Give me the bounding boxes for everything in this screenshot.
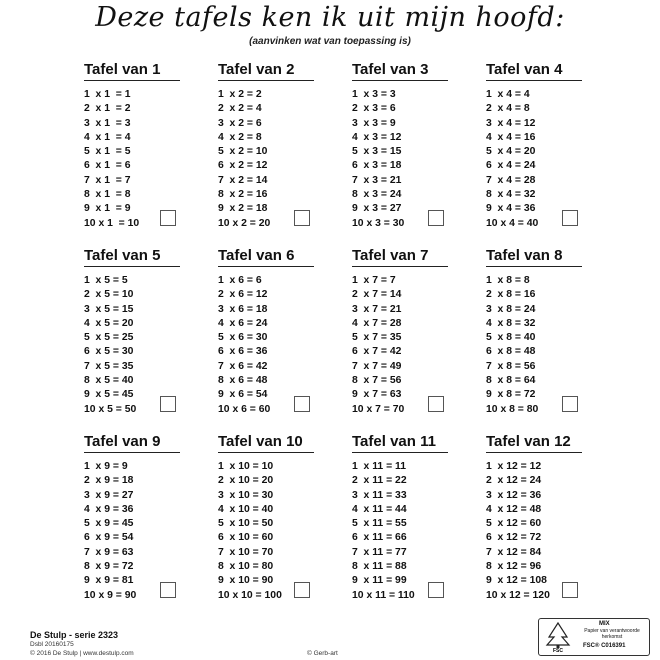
table-row: 5 x 3 = 15 [352,146,402,158]
table-row: 5 x 8 = 40 [486,332,536,344]
table-checkbox[interactable] [428,210,444,226]
table-row: 8 x 7 = 56 [352,375,402,387]
table-checkbox[interactable] [160,210,176,226]
table-row: 7 x 2 = 14 [218,174,268,186]
table-row: 5 x 11 = 55 [352,518,407,530]
table-checkbox[interactable] [562,582,578,598]
table-row: 1 x 12 = 12 [486,461,542,472]
table-row: 8 x 9 = 72 [84,561,134,573]
table-9 [84,432,218,612]
table-row: 9 x 3 = 27 [352,203,402,215]
table-row: 3 x 11 = 33 [352,489,407,501]
fsc-mix: MIX [599,621,610,627]
table-row: 6 x 9 = 54 [84,532,134,544]
table-heading: Tafel van 2 [218,60,314,81]
table-row: 10 x 10 = 100 [218,589,282,601]
table-checkbox[interactable] [294,396,310,412]
table-row: 9 x 1 = 9 [84,203,131,215]
table-rows [352,88,486,231]
table-row: 6 x 10 = 60 [218,532,274,544]
table-row: 7 x 6 = 42 [218,360,268,372]
table-row: 1 x 7 = 7 [352,275,396,286]
table-row: 10 x 3 = 30 [352,217,405,229]
table-row: 3 x 9 = 27 [84,489,134,501]
footer-copyright: © 2016 De Stulp | www.destulp.com [30,650,134,657]
table-row: 4 x 6 = 24 [218,317,268,329]
table-row: 2 x 3 = 6 [352,103,396,115]
table-row: 6 x 1 = 6 [84,160,131,172]
table-row: 4 x 4 = 16 [486,131,536,143]
table-8 [486,246,620,426]
table-row: 5 x 2 = 10 [218,146,268,158]
table-row: 2 x 5 = 10 [84,289,134,301]
table-row: 6 x 2 = 12 [218,160,268,172]
table-row: 7 x 7 = 49 [352,360,402,372]
fsc-badge [538,618,650,656]
table-row: 4 x 5 = 20 [84,317,134,329]
table-row: 9 x 8 = 72 [486,389,536,401]
table-row: 5 x 7 = 35 [352,332,402,344]
table-rows [486,88,620,231]
table-checkbox[interactable] [294,210,310,226]
table-row: 5 x 1 = 5 [84,146,131,158]
table-heading: Tafel van 10 [218,432,314,453]
table-12 [486,432,620,612]
table-row: 3 x 2 = 6 [218,117,262,129]
table-row: 9 x 5 = 45 [84,389,134,401]
table-row: 1 x 8 = 8 [486,275,530,286]
table-row: 10 x 9 = 90 [84,589,137,601]
fsc-tree-icon [543,621,573,653]
table-heading: Tafel van 8 [486,246,582,267]
table-row: 3 x 12 = 36 [486,489,542,501]
table-row: 10 x 6 = 60 [218,403,271,415]
page-subtitle: (aanvinken wat van toepassing is) [249,36,411,47]
table-checkbox[interactable] [562,396,578,412]
table-row: 7 x 12 = 84 [486,546,542,558]
table-row: 10 x 8 = 80 [486,403,539,415]
table-row: 1 x 5 = 5 [84,275,128,286]
table-row: 9 x 10 = 90 [218,575,274,587]
table-heading: Tafel van 7 [352,246,448,267]
table-11 [352,432,486,612]
table-row: 6 x 3 = 18 [352,160,402,172]
table-row: 2 x 6 = 12 [218,289,268,301]
table-row: 7 x 10 = 70 [218,546,274,558]
table-row: 8 x 2 = 16 [218,189,268,201]
table-row: 3 x 1 = 3 [84,117,131,129]
table-row: 10 x 11 = 110 [352,589,415,601]
table-heading: Tafel van 9 [84,432,180,453]
table-1 [84,60,218,240]
table-row: 2 x 9 = 18 [84,475,134,487]
table-row: 5 x 9 = 45 [84,518,134,530]
table-3 [352,60,486,240]
table-checkbox[interactable] [562,210,578,226]
table-row: 8 x 3 = 24 [352,189,402,201]
table-4 [486,60,620,240]
table-row: 6 x 5 = 30 [84,346,134,358]
table-rows [218,88,352,231]
table-row: 4 x 9 = 36 [84,503,134,515]
table-checkbox[interactable] [160,582,176,598]
table-row: 8 x 1 = 8 [84,189,131,201]
table-row: 10 x 5 = 50 [84,403,137,415]
table-row: 10 x 1 = 10 [84,217,140,229]
table-7 [352,246,486,426]
footer-series: De Stulp - serie 2323 [30,630,119,640]
table-row: 5 x 10 = 50 [218,518,274,530]
table-row: 2 x 10 = 20 [218,475,274,487]
table-row: 8 x 5 = 40 [84,375,134,387]
table-row: 8 x 4 = 32 [486,189,536,201]
table-row: 3 x 6 = 18 [218,303,268,315]
fsc-text: Papier van verantwoorde herkomst [584,628,640,640]
table-row: 7 x 1 = 7 [84,174,131,186]
table-heading: Tafel van 4 [486,60,582,81]
table-row: 6 x 8 = 48 [486,346,536,358]
table-row: 6 x 6 = 36 [218,346,268,358]
table-row: 9 x 12 = 108 [486,575,547,587]
table-heading: Tafel van 1 [84,60,180,81]
table-row: 7 x 8 = 56 [486,360,536,372]
table-row: 4 x 8 = 32 [486,317,536,329]
table-checkbox[interactable] [428,396,444,412]
table-rows [486,274,620,417]
table-heading: Tafel van 11 [352,432,448,453]
table-row: 4 x 7 = 28 [352,317,402,329]
table-checkbox[interactable] [294,582,310,598]
table-rows [218,460,352,603]
fsc-logo-label: FSC [553,648,563,653]
table-row: 1 x 6 = 6 [218,275,262,286]
table-2 [218,60,352,240]
table-rows [84,88,218,231]
table-row: 8 x 6 = 48 [218,375,268,387]
table-row: 6 x 12 = 72 [486,532,542,544]
table-row: 10 x 7 = 70 [352,403,405,415]
page-title: Deze tafels ken ik uit mijn hoofd: [95,2,565,33]
table-row: 10 x 4 = 40 [486,217,539,229]
footer-credit: © Gerb-art [307,650,338,657]
table-row: 9 x 7 = 63 [352,389,402,401]
table-row: 3 x 7 = 21 [352,303,402,315]
table-row: 3 x 3 = 9 [352,117,396,129]
table-row: 8 x 12 = 96 [486,561,542,573]
table-checkbox[interactable] [160,396,176,412]
table-row: 3 x 10 = 30 [218,489,274,501]
table-row: 2 x 8 = 16 [486,289,536,301]
table-row: 4 x 12 = 48 [486,503,542,515]
table-row: 1 x 2 = 2 [218,89,262,100]
table-row: 10 x 12 = 120 [486,589,550,601]
table-10 [218,432,352,612]
table-row: 5 x 6 = 30 [218,332,268,344]
table-row: 9 x 2 = 18 [218,203,268,215]
table-row: 1 x 3 = 3 [352,89,396,100]
table-row: 2 x 1 = 2 [84,103,131,115]
table-heading: Tafel van 6 [218,246,314,267]
table-row: 3 x 4 = 12 [486,117,536,129]
table-row: 9 x 9 = 81 [84,575,134,587]
table-rows [352,460,486,603]
table-rows [84,460,218,603]
table-row: 7 x 4 = 28 [486,174,536,186]
table-row: 8 x 8 = 64 [486,375,536,387]
table-row: 3 x 8 = 24 [486,303,536,315]
table-row: 4 x 11 = 44 [352,503,407,515]
table-row: 1 x 1 = 1 [84,89,131,100]
table-row: 1 x 11 = 11 [352,461,407,472]
table-row: 4 x 2 = 8 [218,131,262,143]
table-row: 5 x 12 = 60 [486,518,542,530]
table-row: 9 x 4 = 36 [486,203,536,215]
table-row: 8 x 11 = 88 [352,561,407,573]
table-row: 8 x 10 = 80 [218,561,274,573]
table-heading: Tafel van 5 [84,246,180,267]
table-rows [84,274,218,417]
table-row: 9 x 6 = 54 [218,389,268,401]
table-row: 3 x 5 = 15 [84,303,134,315]
table-row: 7 x 9 = 63 [84,546,134,558]
table-rows [218,274,352,417]
table-rows [352,274,486,417]
table-5 [84,246,218,426]
table-row: 10 x 2 = 20 [218,217,271,229]
table-row: 4 x 10 = 40 [218,503,274,515]
table-row: 4 x 3 = 12 [352,131,402,143]
table-rows [486,460,620,603]
table-row: 7 x 11 = 77 [352,546,407,558]
table-row: 1 x 4 = 4 [486,89,530,100]
table-row: 7 x 3 = 21 [352,174,402,186]
table-heading: Tafel van 12 [486,432,582,453]
table-row: 1 x 9 = 9 [84,461,128,472]
table-row: 6 x 11 = 66 [352,532,407,544]
table-row: 4 x 1 = 4 [84,131,131,143]
table-row: 6 x 7 = 42 [352,346,402,358]
table-row: 2 x 7 = 14 [352,289,402,301]
table-row: 2 x 11 = 22 [352,475,407,487]
table-row: 7 x 5 = 35 [84,360,134,372]
table-heading: Tafel van 3 [352,60,448,81]
table-row: 6 x 4 = 24 [486,160,536,172]
table-row: 2 x 4 = 8 [486,103,530,115]
tables-grid [84,60,660,620]
table-row: 9 x 11 = 99 [352,575,407,587]
table-row: 5 x 4 = 20 [486,146,536,158]
table-checkbox[interactable] [428,582,444,598]
table-row: 1 x 10 = 10 [218,461,274,472]
fsc-code: FSC® C016391 [583,643,626,649]
footer-code: Dsbl 20160175 [30,641,74,648]
table-row: 5 x 5 = 25 [84,332,134,344]
table-row: 2 x 12 = 24 [486,475,542,487]
table-row: 2 x 2 = 4 [218,103,262,115]
table-6 [218,246,352,426]
